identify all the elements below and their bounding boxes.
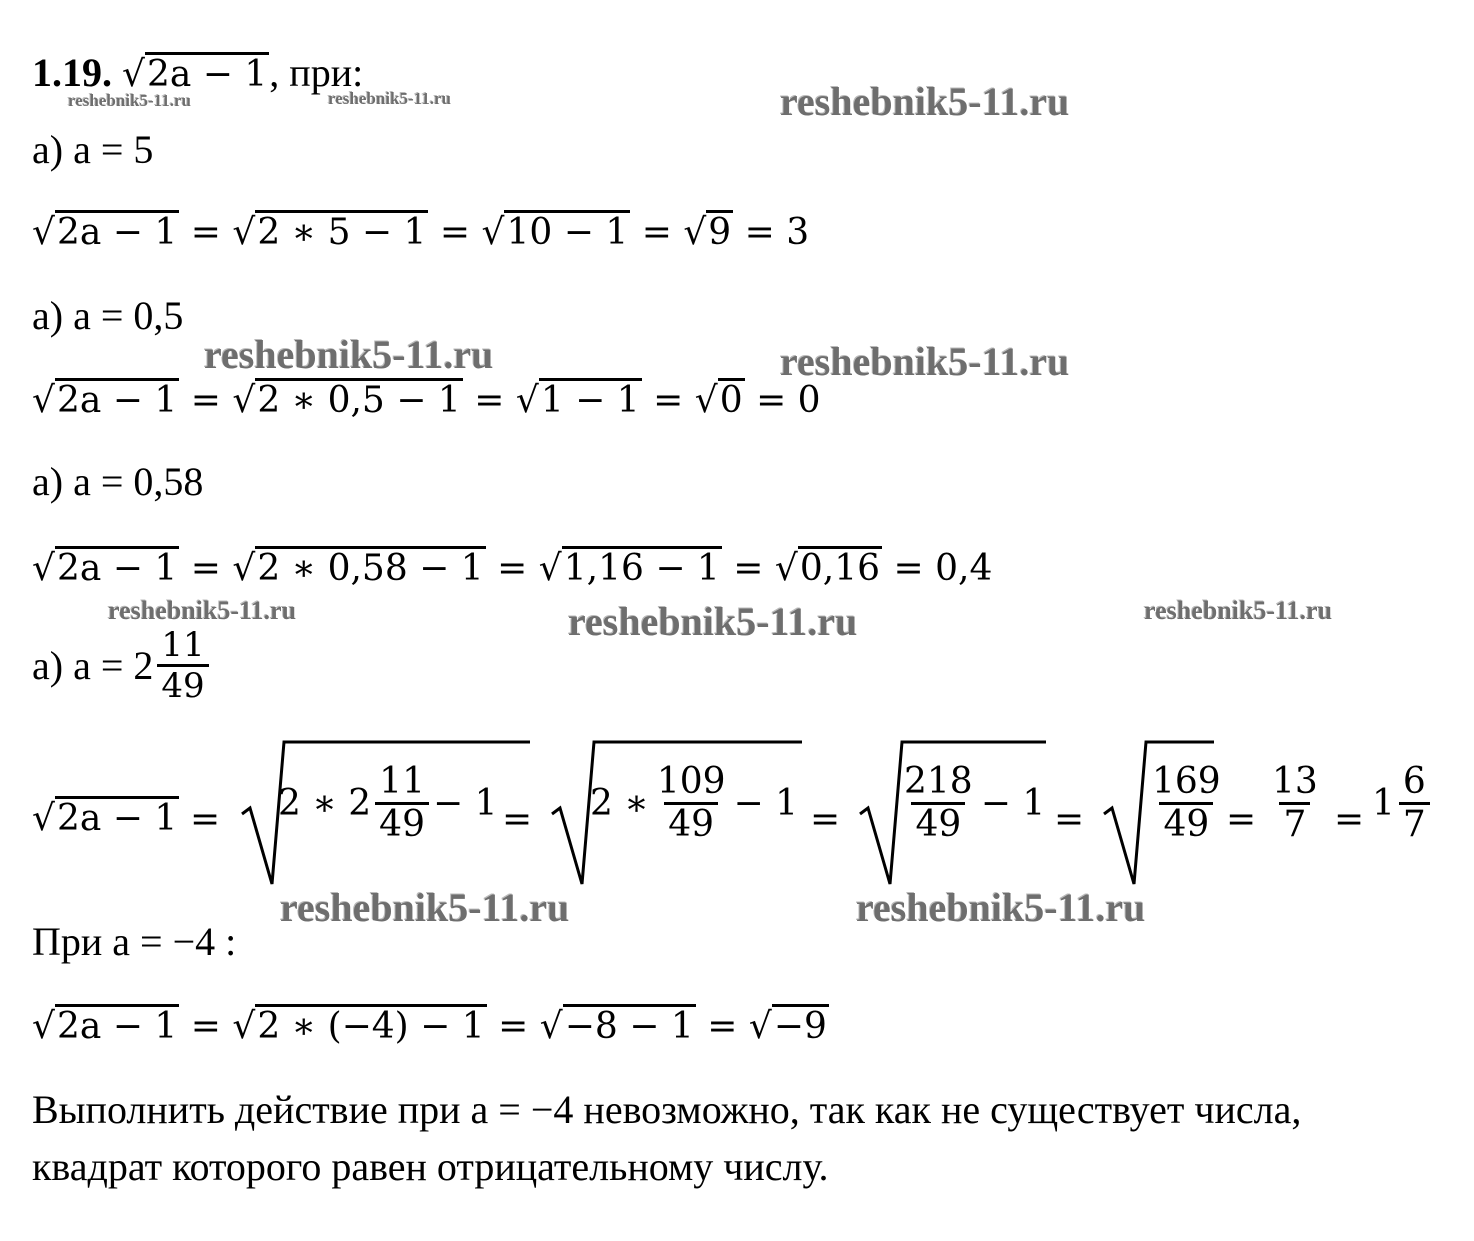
- mixed-result: 1 $\frac{6}{7}$: [1372, 764, 1434, 843]
- part-a-equation: √2a − 1 = √2 ∗ 5 − 1 = √10 − 1 = √9 = 3: [32, 212, 810, 253]
- radical: √10 − 1: [481, 212, 629, 253]
- radical: √9: [683, 212, 732, 253]
- fraction: $\frac{6}{7}$: [1399, 764, 1430, 843]
- fraction: $\frac{11}{49}$: [375, 764, 429, 843]
- header-radical: √2a − 1: [122, 54, 268, 95]
- radical: √2 ∗ 0,5 − 1: [232, 380, 461, 421]
- radical: √2 ∗ (−4) − 1: [232, 1006, 485, 1047]
- watermark: reshebnik5-11.ru: [856, 885, 1146, 930]
- radical: √1,16 − 1: [538, 548, 720, 589]
- fraction: $\frac{169}{49}$: [1152, 761, 1221, 845]
- radical: √2 ∗ 0,58 − 1: [232, 548, 484, 589]
- part-e-label: При а = −4 :: [32, 919, 237, 964]
- fraction: $\frac{109}{49}$: [656, 761, 726, 845]
- radicand-3: $\frac{218}{49}$ − 1: [896, 764, 1045, 843]
- radical: √−9: [748, 1006, 827, 1047]
- radical: √1 − 1: [515, 380, 640, 421]
- watermark: reshebnik5-11.ru: [108, 596, 297, 625]
- fraction: $\frac{218}{49}$: [904, 761, 973, 845]
- result-fraction: [1264, 761, 1326, 845]
- part-b-label: а) а = 0,5: [32, 293, 184, 338]
- radical: √2 ∗ 5 − 1: [232, 212, 427, 253]
- radicand-2: 2 ∗ $\frac{109}{49}$ − 1: [590, 761, 799, 845]
- part-d-label: а) а = 2 $\frac{11}{49}$: [32, 628, 213, 703]
- radical: √2a − 1: [32, 798, 178, 839]
- watermark: reshebnik5-11.ru: [204, 332, 494, 377]
- radical: √2a − 1: [32, 380, 178, 421]
- watermark: reshebnik5-11.ru: [328, 89, 451, 108]
- radical: √0: [694, 380, 743, 421]
- radicand-1: 2 ∗ 2 $\frac{11}{49}$ − 1: [278, 761, 498, 845]
- radical: √0,16: [774, 548, 881, 589]
- part-c-equation: √2a − 1 = √2 ∗ 0,58 − 1 = √1,16 − 1 = √0,16 = 0,4: [32, 548, 993, 589]
- part-c-label: а) а = 0,58: [32, 459, 204, 504]
- watermark: reshebnik5-11.ru: [1144, 596, 1333, 625]
- fraction: $\frac{11}{49}$: [157, 628, 208, 703]
- radical: √2a − 1: [32, 548, 178, 589]
- problem-header: [32, 52, 363, 93]
- conclusion-line-2: квадрат которого равен отрицательному числу.: [32, 1144, 829, 1189]
- part-a-label: а) а = 5: [32, 127, 154, 172]
- fraction: $\frac{13}{7}$: [1272, 761, 1318, 845]
- watermark: reshebnik5-11.ru: [280, 885, 570, 930]
- radical: √2a − 1: [32, 1006, 178, 1047]
- watermark: reshebnik5-11.ru: [568, 599, 858, 644]
- part-d-equation: √2a − 1 = 2 ∗ 2 $\frac{11}{49}$ − 1 = 2 ∗ $\frac{109}{49}$ − 1 = $\frac{218}{49}$ − 1 = $\frac{169}{49}$ = $\frac{13}{7}$ = 1 $\frac{6}{7}$: [32, 738, 1442, 888]
- problem-number: 1.19.: [32, 50, 112, 95]
- header-suffix: , при:: [269, 50, 364, 95]
- part-b-equation: √2a − 1 = √2 ∗ 0,5 − 1 = √1 − 1 = √0 = 0: [32, 380, 821, 421]
- watermark: reshebnik5-11.ru: [780, 339, 1070, 384]
- watermark: reshebnik5-11.ru: [68, 91, 191, 110]
- radical: √−8 − 1: [539, 1006, 694, 1047]
- part-e-equation: √2a − 1 = √2 ∗ (−4) − 1 = √−8 − 1 = √−9: [32, 1006, 827, 1047]
- radical: √2a − 1: [32, 212, 178, 253]
- watermark: reshebnik5-11.ru: [780, 79, 1070, 124]
- radicand-4: [1144, 761, 1229, 845]
- conclusion-line-1: Выполнить действие при а = −4 невозможно, так как не существует числа,: [32, 1087, 1302, 1132]
